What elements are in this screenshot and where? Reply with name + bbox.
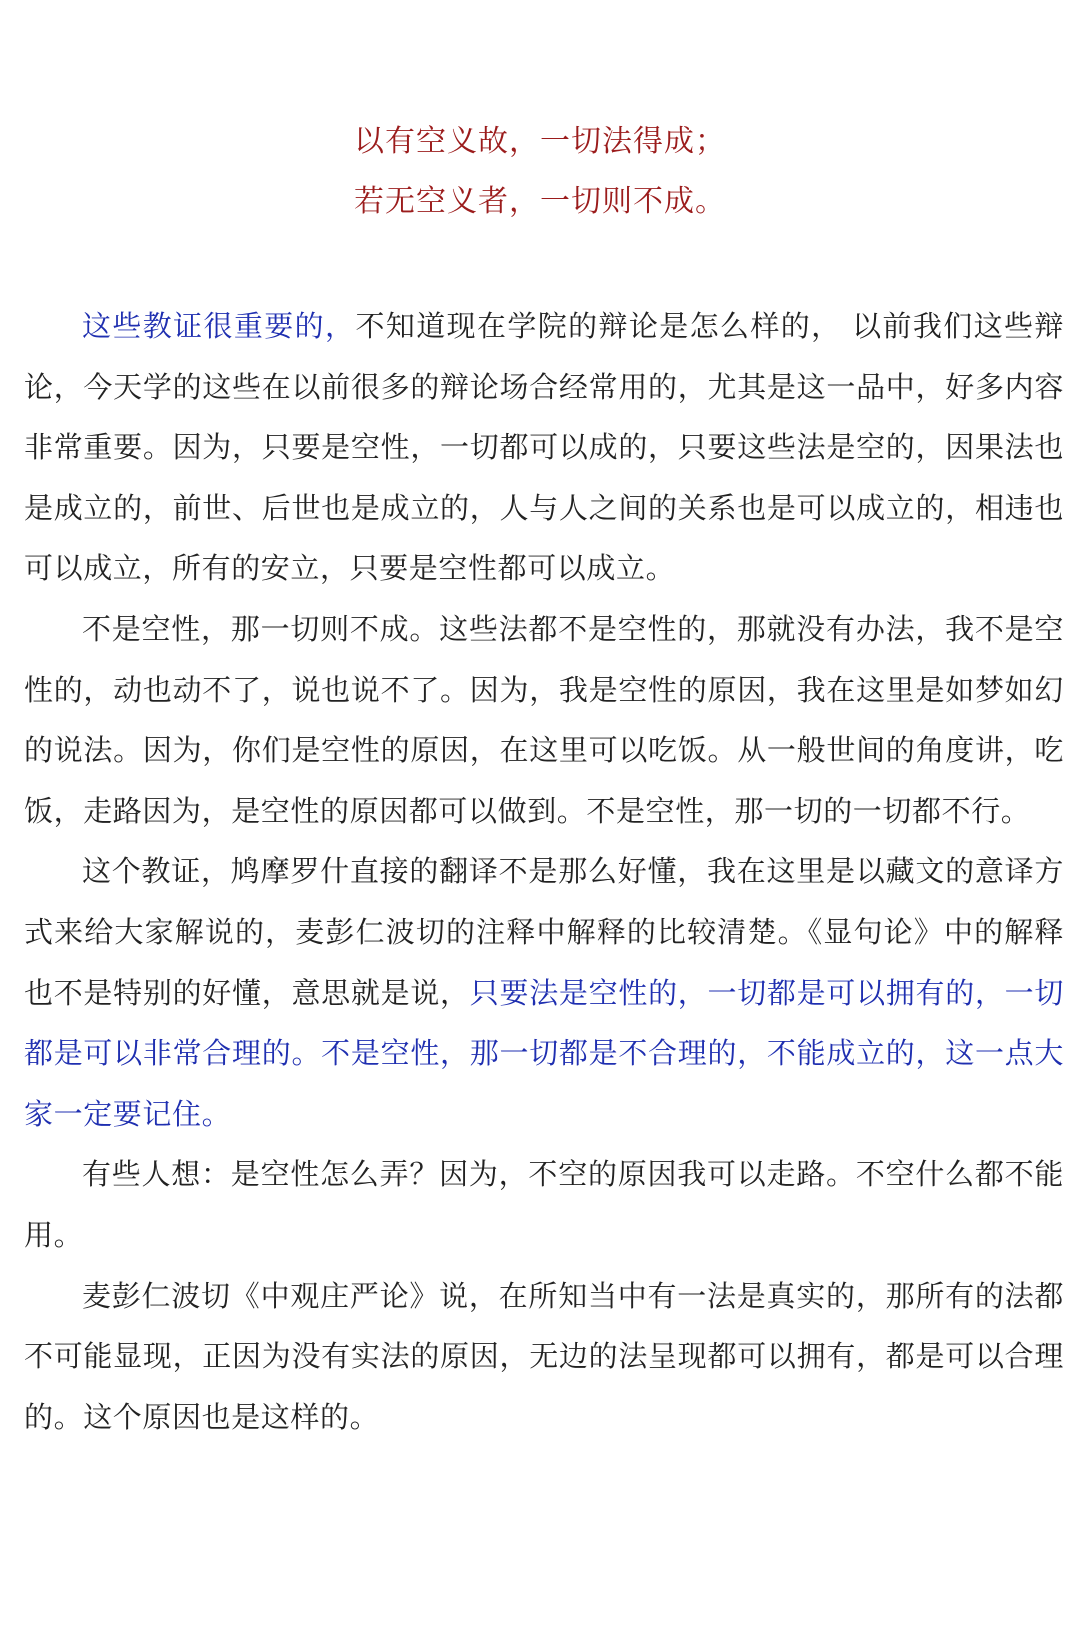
paragraph-text: 不知道现在学院的辩论是怎么样的， 以前我们这些辩论，今天学的这些在以前很多的辩论场合经常用的，尤其是这一品中，好多内容非常重要。因为，只要是空性，一切都可以成的，只要这些法是空的，因果法也是成立的，前世、后世也是成立的，人与人之间的关系也是可以成立的，相违也可以成立，所有的安立，只要是空性都可以成立。 — [24, 309, 1065, 586]
paragraph-3 — [24, 841, 1064, 1144]
paragraph-5 — [24, 1266, 1064, 1448]
verse-line-2: 若无空义者，一切则不成。 — [354, 184, 726, 219]
verse-line-1: 以有空义故，一切法得成； — [354, 124, 726, 159]
paragraph-1 — [24, 296, 1064, 599]
paragraph-text: 这个教证，鸠摩罗什直接的翻译不是那么好懂，我在这里是以藏文的意译方式来给大家解说的，麦彭仁波切的注释中解释的比较清楚。《显句论》中的解释也不是特别的好懂，意思就是说， — [24, 854, 1064, 1010]
paragraph-text: 不是空性，那一切则不成。这些法都不是空性的，那就没有办法，我不是空性的，动也动不了，说也说不了。因为，我是空性的原因，我在这里是如梦如幻的说法。因为，你们是空性的原因，在这里可以吃饭。从一般世间的角度讲，吃饭，走路因为，是空性的原因都可以做到。不是空性，那一切的一切都不行。 — [24, 611, 1064, 828]
paragraph-text: 有些人想：是空性怎么弄？因为，不空的原因我可以走路。不空什么都不能用。 — [24, 1157, 1064, 1252]
highlighted-passage: 只要法是空性的，一切都是可以拥有的，一切都是可以非常合理的。不是空性，那一切都是不合理的，不能成立的，这一点大家一定要记住。 — [24, 975, 1064, 1131]
article-body — [24, 296, 1064, 1447]
paragraph-4 — [24, 1144, 1064, 1265]
highlighted-phrase: 这些教证很重要的， — [82, 309, 356, 343]
paragraph-text: 麦彭仁波切《中观庄严论》说，在所知当中有一法是真实的，那所有的法都不可能显现，正因为没有实法的原因，无边的法呈现都可以拥有，都是可以合理的。这个原因也是这样的。 — [24, 1278, 1064, 1434]
paragraph-2 — [24, 599, 1064, 841]
